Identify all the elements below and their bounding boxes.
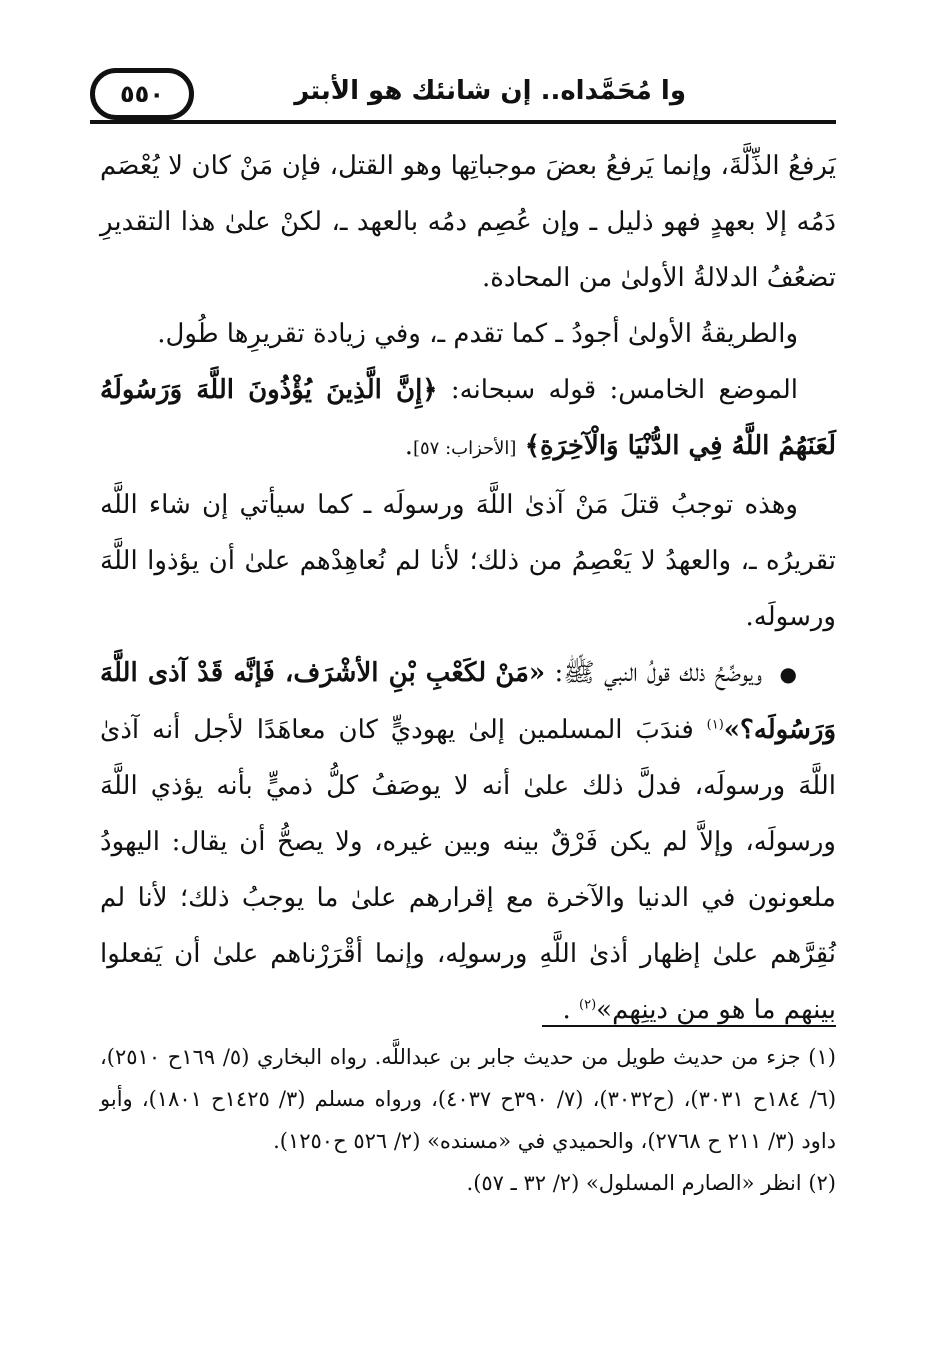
verse-reference: [الأحزاب: ٥٧] [412, 438, 517, 459]
paragraph-3-end: . [404, 431, 413, 461]
page-header [90, 62, 836, 124]
page-number-badge [90, 68, 194, 120]
paragraph-3 [100, 362, 836, 477]
main-text [100, 138, 836, 1038]
paragraph-4: وهذه توجبُ قتلَ مَنْ آذىٰ اللَّهَ ورسولَه ـ كما سيأتي إن شاء اللَّه تقريرُه ـ، والعهدُ لا يَعْصِمُ من ذلك؛ لأنا لم نُعاهِدْهم علىٰ أن يؤذوا اللَّهَ ورسولَه. [100, 490, 836, 632]
page-number: ٥٥٠ [120, 80, 164, 108]
footnote-marker-2: (٢) [579, 997, 597, 1013]
paragraph-3-intro: الموضع الخامس: قوله سبحانه: [450, 375, 798, 405]
paragraph-2: والطريقةُ الأولىٰ أجودُ ـ كما تقدم ـ، وفي زيادة تقريرِها طُول. [157, 319, 798, 349]
footnote-marker-1: (١) [706, 717, 724, 733]
footnotes [100, 1036, 836, 1204]
footnote-2: (٢) انظر «الصارم المسلول» (٢/ ٣٢ ـ ٥٧). [466, 1171, 836, 1195]
paragraph-5-rest: فندَبَ المسلمين إلىٰ يهوديٍّ كان معاهَدًا لأجل أنه آذىٰ اللَّهَ ورسولَه، فدلَّ ذلك علىٰ أنه لا يوصَفُ كلُّ ذميٍّ بأنه يؤذي اللَّهَ ورسولَه، وإلاَّ لم يكن فَرْقٌ بينه وبين غيره، ولا يصحُّ أن يقال: اليهودُ ملعونون في الدنيا والآخرة مع إقرارهم علىٰ ما يوجبُ ذلك؛ لأنا لم نُقِرَّهم علىٰ إظهار أذىٰ اللَّهِ ورسولِه، وإنما أقْرَرْناهم علىٰ أن يَفعلوا بينهم ما هو من دينِهم» [100, 715, 836, 1025]
paragraph-5-intro: ويوضِّحُ ذلك قولُ النبي ﷺ: [554, 658, 763, 688]
paragraph-5-end: . [562, 995, 571, 1025]
bullet-icon: ● [779, 662, 799, 686]
header-rule [90, 120, 836, 124]
footnote-separator [542, 1025, 836, 1027]
paragraph-5 [100, 645, 836, 1038]
hadith-quote: «مَنْ لكَعْبِ بْنِ الأشْرَف، فَإنَّه قَدْ آذى اللَّهَ وَرَسُولَه؟» [100, 658, 837, 745]
footnote-1: (١) جزء من حديث طويل من حديث جابر بن عبداللَّه. رواه البخاري (٥/ ١٦٩ح ٢٥١٠)، (٦/ ١٨٤ح ٣٠٣١)، (ح٣٠٣٢)، (٧/ ٣٩٠ح ٤٠٣٧)، ورواه مسلم (٣/ ١٤٢٥ح ١٨٠١)، وأبو داود (٣/ ٢١١ ح ٢٧٦٨)، والحميدي في «مسنده» (٢/ ٥٢٦ ح١٢٥٠). [100, 1045, 837, 1153]
paragraph-1: يَرفعُ الذِّلَّةَ، وإنما يَرفعُ بعضَ موجباتِها وهو القتل، فإن مَنْ كان لا يُعْصَم دَمُه إلا بعهدٍ فهو ذليل ـ وإن عُصِم دمُه بالعهد ـ، لكنْ علىٰ هذا التقديرِ تضعُفُ الدلالةُ الأولىٰ من المحادة. [100, 151, 837, 293]
quran-verse: ﴿إِنَّ الَّذِينَ يُؤْذُونَ اللَّهَ وَرَسُولَهُ لَعَنَهُمُ اللَّهُ فِي الدُّنْيَا وَالْآخِرَةِ﴾ [100, 375, 836, 461]
running-title: وا مُحَمَّداه.. إن شانئك هو الأبتر [294, 76, 686, 106]
